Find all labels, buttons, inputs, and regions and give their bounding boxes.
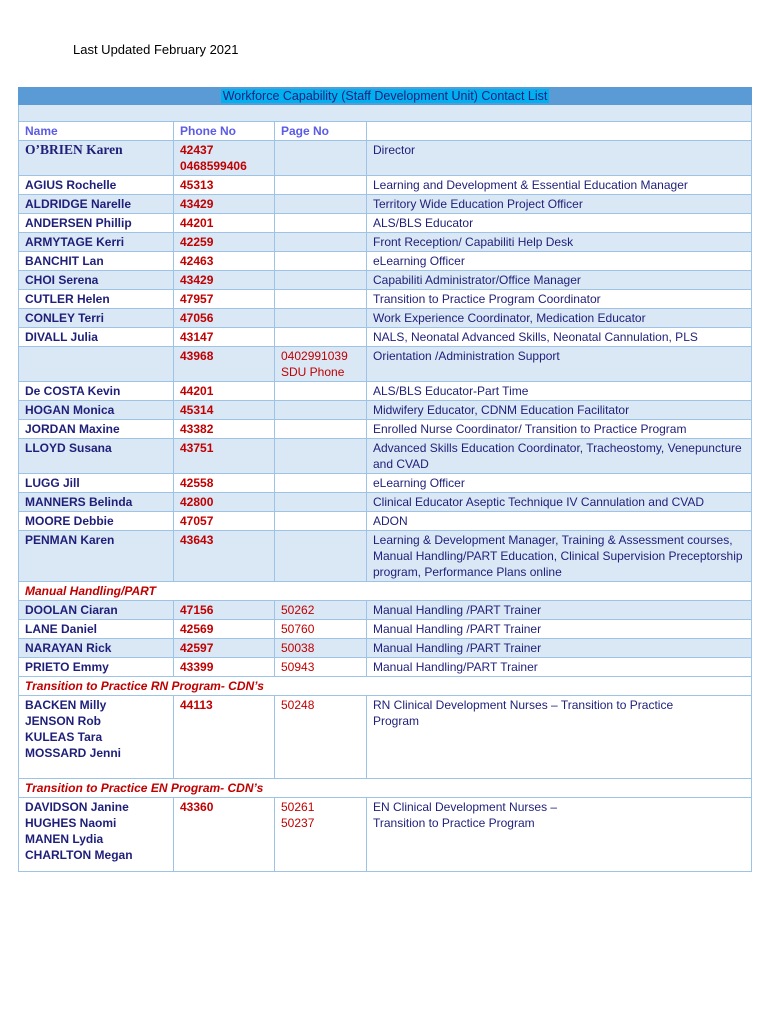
section-heading-manual-handling: Manual Handling/PART [19, 582, 752, 601]
staff-name: CHOI Serena [19, 271, 174, 290]
staff-phone-line: 42800 [180, 495, 214, 509]
contact-list-sheet [18, 87, 751, 872]
staff-phone-line: 47056 [180, 311, 214, 325]
staff-role: Enrolled Nurse Coordinator/ Transition to Practice Program [367, 420, 752, 439]
staff-phone [174, 382, 275, 401]
section-heading-rn-program: Transition to Practice RN Program- CDN’s [19, 677, 752, 696]
rn-cdn-names-line: JENSON Rob [25, 714, 102, 728]
staff-name: AGIUS Rochelle [19, 176, 174, 195]
staff-phone-line: 42437 [180, 143, 214, 157]
staff-phone-line: 43382 [180, 422, 214, 436]
staff-name: ARMYTAGE Kerri [19, 233, 174, 252]
trainer-name: NARAYAN Rick [19, 639, 174, 658]
header-phone: Phone No [174, 122, 275, 141]
staff-role: ALS/BLS Educator [367, 214, 752, 233]
rn-cdn-names [19, 696, 174, 779]
header-page: Page No [275, 122, 367, 141]
staff-row [19, 176, 752, 195]
staff-phone [174, 141, 275, 176]
en-cdn-names-line: MANEN Lydia [25, 832, 104, 846]
staff-name: O’BRIEN Karen [19, 141, 174, 176]
en-cdn-names-line: HUGHES Naomi [25, 816, 117, 830]
en-program-page-line: 50237 [281, 816, 315, 830]
trainer-phone: 42597 [174, 639, 275, 658]
en-cdn-names [19, 798, 174, 872]
trainer-name: PRIETO Emmy [19, 658, 174, 677]
staff-page [275, 474, 367, 493]
staff-name [19, 347, 174, 382]
staff-phone-line: 45314 [180, 403, 214, 417]
staff-page [275, 401, 367, 420]
staff-phone [174, 420, 275, 439]
rn-program-role-line: RN Clinical Development Nurses – Transition to Practice [373, 698, 674, 712]
staff-page [275, 195, 367, 214]
staff-row [19, 252, 752, 271]
staff-row [19, 290, 752, 309]
staff-role: Advanced Skills Education Coordinator, Tracheostomy, Venepuncture and CVAD [367, 439, 752, 474]
staff-role: ADON [367, 512, 752, 531]
staff-phone-line: 43968 [180, 349, 214, 363]
staff-phone [174, 531, 275, 582]
header-role [367, 122, 752, 141]
en-program-row [19, 798, 752, 872]
rn-program-role [367, 696, 752, 779]
staff-phone [174, 309, 275, 328]
en-program-phone: 43360 [174, 798, 275, 872]
staff-role: Learning & Development Manager, Training & Assessment courses, Manual Handling/PART Education, Clinical Supervision Preceptorship program, Performance Plans online [367, 531, 752, 582]
staff-row [19, 233, 752, 252]
staff-name: BANCHIT Lan [19, 252, 174, 271]
staff-page [275, 176, 367, 195]
en-program-page [275, 798, 367, 872]
rn-cdn-names-line: BACKEN Milly [25, 698, 107, 712]
staff-role: Work Experience Coordinator, Medication Educator [367, 309, 752, 328]
trainer-phone: 42569 [174, 620, 275, 639]
staff-page [275, 271, 367, 290]
manual-handling-row [19, 601, 752, 620]
staff-role: Director [367, 141, 752, 176]
trainer-page: 50760 [275, 620, 367, 639]
staff-page [275, 309, 367, 328]
staff-row [19, 474, 752, 493]
staff-phone [174, 290, 275, 309]
staff-row [19, 309, 752, 328]
staff-phone-line: 42558 [180, 476, 214, 490]
staff-row [19, 439, 752, 474]
staff-role: Front Reception/ Capabiliti Help Desk [367, 233, 752, 252]
staff-phone-line: 44201 [180, 384, 214, 398]
staff-row [19, 512, 752, 531]
trainer-page: 50038 [275, 639, 367, 658]
manual-handling-row [19, 620, 752, 639]
trainer-role: Manual Handling /PART Trainer [367, 620, 752, 639]
en-cdn-names-line: CHARLTON Megan [25, 848, 133, 862]
trainer-role: Manual Handling /PART Trainer [367, 639, 752, 658]
staff-name: LLOYD Susana [19, 439, 174, 474]
staff-phone-line: 43429 [180, 197, 214, 211]
staff-page-line: 0402991039 [281, 349, 348, 363]
list-title: Workforce Capability (Staff Development Unit) Contact List [222, 89, 548, 103]
staff-phone [174, 252, 275, 271]
trainer-page: 50262 [275, 601, 367, 620]
staff-name: LUGG Jill [19, 474, 174, 493]
staff-role: Clinical Educator Aseptic Technique IV Cannulation and CVAD [367, 493, 752, 512]
last-updated-note: Last Updated February 2021 [73, 42, 239, 57]
manual-handling-row [19, 639, 752, 658]
title-row [19, 88, 752, 105]
staff-role: Capabiliti Administrator/Office Manager [367, 271, 752, 290]
staff-phone-line: 42259 [180, 235, 214, 249]
staff-phone [174, 401, 275, 420]
en-program-page-line: 50261 [281, 800, 315, 814]
staff-page [275, 233, 367, 252]
staff-phone [174, 493, 275, 512]
staff-name: PENMAN Karen [19, 531, 174, 582]
section-row-en-program [19, 779, 752, 798]
staff-role: Midwifery Educator, CDNM Education Facilitator [367, 401, 752, 420]
staff-row [19, 347, 752, 382]
staff-phone-line: 45313 [180, 178, 214, 192]
trainer-role: Manual Handling/PART Trainer [367, 658, 752, 677]
staff-page [275, 531, 367, 582]
en-program-role [367, 798, 752, 872]
staff-row [19, 195, 752, 214]
staff-name: CONLEY Terri [19, 309, 174, 328]
staff-row [19, 531, 752, 582]
rn-cdn-names-line: MOSSARD Jenni [25, 746, 122, 760]
staff-row [19, 328, 752, 347]
staff-phone-line: 43429 [180, 273, 214, 287]
en-program-role-line: Transition to Practice Program [373, 816, 535, 830]
staff-phone [174, 439, 275, 474]
staff-page [275, 290, 367, 309]
staff-role: Territory Wide Education Project Officer [367, 195, 752, 214]
staff-page [275, 328, 367, 347]
staff-phone-line: 43147 [180, 330, 214, 344]
contact-table [18, 87, 752, 872]
en-cdn-names-line: DAVIDSON Janine [25, 800, 129, 814]
staff-phone-line: 47957 [180, 292, 214, 306]
staff-phone-line: 0468599406 [180, 159, 247, 173]
rn-program-page-line: 50248 [281, 698, 315, 712]
staff-role: eLearning Officer [367, 252, 752, 271]
staff-role: Orientation /Administration Support [367, 347, 752, 382]
staff-phone [174, 176, 275, 195]
spacer-row [19, 105, 752, 122]
staff-row [19, 271, 752, 290]
staff-row [19, 420, 752, 439]
staff-phone-line: 43751 [180, 441, 214, 455]
staff-name: JORDAN Maxine [19, 420, 174, 439]
trainer-phone: 43399 [174, 658, 275, 677]
rn-program-row [19, 696, 752, 779]
staff-row [19, 214, 752, 233]
staff-page [275, 141, 367, 176]
staff-page [275, 439, 367, 474]
trainer-role: Manual Handling /PART Trainer [367, 601, 752, 620]
rn-program-role-line: Program [373, 714, 420, 728]
trainer-phone: 47156 [174, 601, 275, 620]
staff-phone [174, 512, 275, 531]
staff-page [275, 382, 367, 401]
header-name: Name [19, 122, 174, 141]
staff-phone [174, 328, 275, 347]
rn-program-phone: 44113 [174, 696, 275, 779]
staff-row [19, 141, 752, 176]
staff-phone-line: 42463 [180, 254, 214, 268]
section-heading-en-program: Transition to Practice EN Program- CDN’s [19, 779, 752, 798]
staff-name: ANDERSEN Phillip [19, 214, 174, 233]
staff-name: HOGAN Monica [19, 401, 174, 420]
header-row [19, 122, 752, 141]
staff-role: ALS/BLS Educator-Part Time [367, 382, 752, 401]
manual-handling-row [19, 658, 752, 677]
staff-role: Transition to Practice Program Coordinator [367, 290, 752, 309]
trainer-page: 50943 [275, 658, 367, 677]
staff-name: MANNERS Belinda [19, 493, 174, 512]
staff-role: Learning and Development & Essential Education Manager [367, 176, 752, 195]
staff-name: CUTLER Helen [19, 290, 174, 309]
staff-page-line: SDU Phone [281, 365, 345, 379]
staff-phone-line: 43643 [180, 533, 214, 547]
staff-page [275, 347, 367, 382]
staff-name: ALDRIDGE Narelle [19, 195, 174, 214]
staff-name: DIVALL Julia [19, 328, 174, 347]
trainer-name: LANE Daniel [19, 620, 174, 639]
staff-name: MOORE Debbie [19, 512, 174, 531]
staff-page [275, 252, 367, 271]
rn-program-page [275, 696, 367, 779]
staff-phone [174, 214, 275, 233]
rn-cdn-names-line: KULEAS Tara [25, 730, 103, 744]
section-row-manual-handling [19, 582, 752, 601]
section-row-rn-program [19, 677, 752, 696]
staff-phone [174, 195, 275, 214]
staff-row [19, 493, 752, 512]
staff-phone [174, 233, 275, 252]
staff-phone [174, 347, 275, 382]
staff-page [275, 214, 367, 233]
staff-page [275, 512, 367, 531]
staff-phone [174, 271, 275, 290]
staff-row [19, 401, 752, 420]
en-program-role-line: EN Clinical Development Nurses – [373, 800, 558, 814]
staff-name: De COSTA Kevin [19, 382, 174, 401]
staff-role: eLearning Officer [367, 474, 752, 493]
staff-row [19, 382, 752, 401]
staff-page [275, 420, 367, 439]
staff-role: NALS, Neonatal Advanced Skills, Neonatal Cannulation, PLS [367, 328, 752, 347]
trainer-name: DOOLAN Ciaran [19, 601, 174, 620]
staff-phone-line: 44201 [180, 216, 214, 230]
staff-phone-line: 47057 [180, 514, 214, 528]
staff-phone [174, 474, 275, 493]
staff-page [275, 493, 367, 512]
